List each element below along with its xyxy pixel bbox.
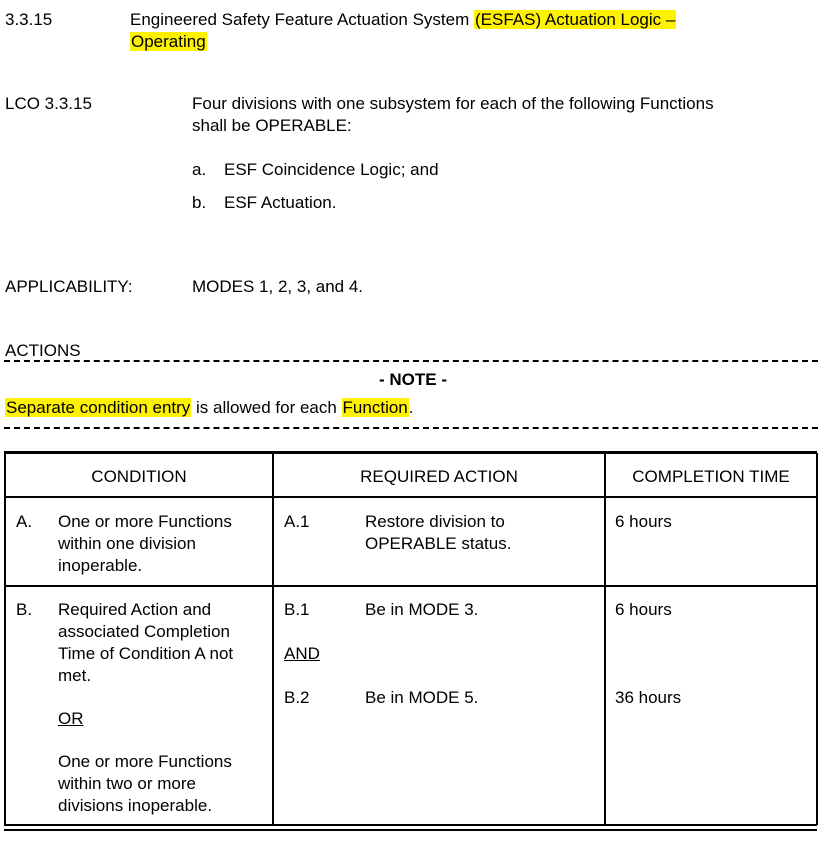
- row-b-condition-2: [58, 751, 232, 817]
- lco-statement-line-1: Four divisions with one subsystem for each of the following Functions: [192, 94, 714, 113]
- row-b-condition-2-line-3: divisions inoperable.: [58, 796, 213, 815]
- note-title: - NOTE -: [379, 370, 447, 389]
- section-title-plain: Engineered Safety Feature Actuation System: [130, 10, 474, 29]
- row-a-time: 6 hours: [615, 512, 672, 531]
- header-required-action: REQUIRED ACTION: [360, 467, 518, 486]
- row-b-condition: [58, 599, 233, 687]
- lco-statement-line-2: shall be OPERABLE:: [192, 116, 352, 135]
- table-bottom-border-1: [4, 824, 817, 826]
- row-b-action-2-text: Be in MODE 5.: [365, 688, 479, 707]
- table-bottom-border-2: [4, 829, 817, 831]
- row-a-letter: A.: [16, 512, 33, 531]
- row-a-condition-line-2: within one division: [58, 534, 196, 553]
- table-col-divider-2: [604, 453, 606, 825]
- row-a-action: [365, 511, 511, 555]
- row-b-and-label: AND: [284, 644, 320, 663]
- note-text: [5, 397, 413, 419]
- applicability-label: APPLICABILITY:: [5, 277, 133, 296]
- row-b-condition-2-line-1: One or more Functions: [58, 752, 232, 771]
- row-b-action-1-id: B.1: [284, 600, 310, 619]
- row-a-condition-line-1: One or more Functions: [58, 512, 232, 531]
- row-a-condition-line-3: inoperable.: [58, 556, 143, 575]
- row-b-or-connector: [58, 708, 84, 730]
- section-title-highlight-2: Operating: [131, 32, 206, 51]
- applicability-text: MODES 1, 2, 3, and 4.: [192, 277, 364, 296]
- lco-statement: [192, 93, 714, 137]
- lco-item-b-marker: b.: [192, 193, 207, 212]
- section-number: 3.3.15: [5, 10, 53, 29]
- lco-item-a-text: ESF Coincidence Logic; and: [224, 160, 439, 179]
- row-b-condition-2-line-2: within two or more: [58, 774, 196, 793]
- row-b-condition-line-3: Time of Condition A not: [58, 644, 234, 663]
- row-b-action-1-text: Be in MODE 3.: [365, 600, 479, 619]
- table-right-border: [816, 453, 818, 825]
- table-header-divider: [4, 496, 817, 498]
- note-end: .: [408, 398, 414, 417]
- header-completion-time: COMPLETION TIME: [632, 467, 790, 486]
- row-b-action-2-id: B.2: [284, 688, 310, 707]
- note-highlight-1: Separate condition entry: [6, 398, 191, 417]
- row-b-and-connector: [284, 643, 320, 665]
- row-a-condition: [58, 511, 232, 577]
- row-b-condition-line-2: associated Completion: [58, 622, 230, 641]
- row-b-letter: B.: [16, 600, 33, 619]
- row-b-time-2: 36 hours: [615, 688, 682, 707]
- table-row-divider: [4, 585, 817, 587]
- row-a-action-line-2: OPERABLE status.: [365, 534, 512, 553]
- note-top-divider: [4, 360, 818, 362]
- note-bottom-divider: [4, 427, 818, 429]
- actions-label: ACTIONS: [5, 341, 81, 360]
- note-highlight-2: Function: [342, 398, 408, 417]
- table-top-border: [4, 451, 817, 454]
- row-b-or-label: OR: [58, 709, 84, 728]
- section-title: [130, 9, 810, 53]
- lco-item-a-marker: a.: [192, 160, 207, 179]
- header-condition: CONDITION: [91, 467, 187, 486]
- section-title-highlight-1: (ESFAS) Actuation Logic –: [474, 10, 676, 29]
- row-b-condition-line-1: Required Action and: [58, 600, 212, 619]
- lco-label: LCO 3.3.15: [5, 94, 92, 113]
- row-b-time-1: 6 hours: [615, 600, 672, 619]
- table-col-divider-1: [272, 453, 274, 825]
- note-plain: is allowed for each: [191, 398, 342, 417]
- row-b-condition-line-4: met.: [58, 666, 92, 685]
- row-a-action-line-1: Restore division to: [365, 512, 505, 531]
- row-a-action-id: A.1: [284, 512, 310, 531]
- table-left-border: [4, 453, 6, 825]
- lco-item-b-text: ESF Actuation.: [224, 193, 337, 212]
